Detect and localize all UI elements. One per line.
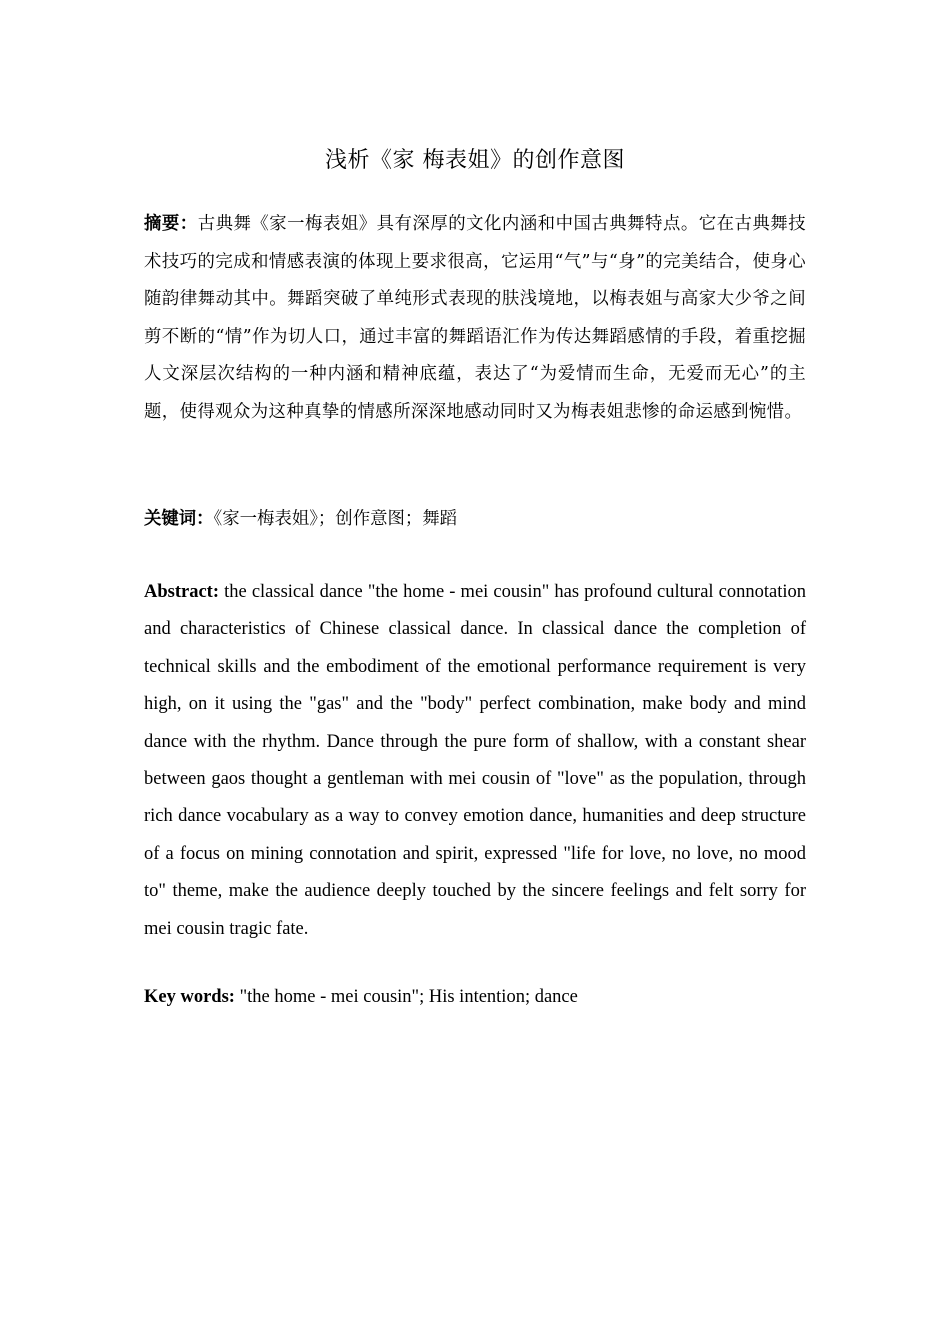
english-abstract [144, 574, 806, 948]
paper-title: 浅析《家 梅表姐》的创作意图 [325, 148, 625, 173]
chinese-abstract-text: 古典舞《家一梅表姐》具有深厚的文化内涵和中国古典舞特点。它在古典舞技术技巧的完成和情感表演的体现上要求很高，它运用“气”与“身”的完美结合，使身心随韵律舞动其中。舞蹈突破了单纯形式表现的肤浅境地，以梅表姐与高家大少爷之间剪不断的“情”作为切人口，通过丰富的舞蹈语汇作为传达舞蹈感情的手段，着重挖掘人文深层次结构的一种内涵和精神底蕴，表达了“为爱情而生命，无爱而无心”的主题，使得观众为这种真挚的情感所深深地感动同时又为梅表姐悲惨的命运感到惋惜。 [144, 214, 806, 422]
english-abstract-label: Abstract: [144, 582, 220, 602]
chinese-keywords-label: 关键词： [144, 509, 214, 529]
english-abstract-text: the classical dance "the home - mei cousin" has profound cultural connotation and characteristics of Chinese classical dance. In classical dance the completion of technical skills and the embodiment of the emotional performance requirement is very high, on it using the "gas" and the "body" perfect combination, make body and mind dance with the rhythm. Dance through the pure form of shallow, with a constant shear between gaos thought a gentleman with mei cousin of "love" as the population, through rich dance vocabulary as a way to convey emotion dance, humanities and deep structure of a focus on mining connotation and spirit, expressed "life for love, no love, no mood to" theme, make the audience deeply touched by the sincere feelings and felt sorry for mei cousin tragic fate. [144, 582, 807, 939]
english-keywords-text: "the home - mei cousin"; His intention; dance [239, 987, 578, 1007]
chinese-keywords-text: 《家一梅表姐》；创作意图；舞蹈 [213, 509, 458, 529]
english-keywords [144, 982, 806, 1012]
chinese-abstract-label: 摘要： [144, 214, 198, 234]
chinese-abstract [144, 206, 806, 431]
chinese-keywords [144, 504, 806, 534]
english-keywords-label: Key words: [144, 987, 235, 1007]
